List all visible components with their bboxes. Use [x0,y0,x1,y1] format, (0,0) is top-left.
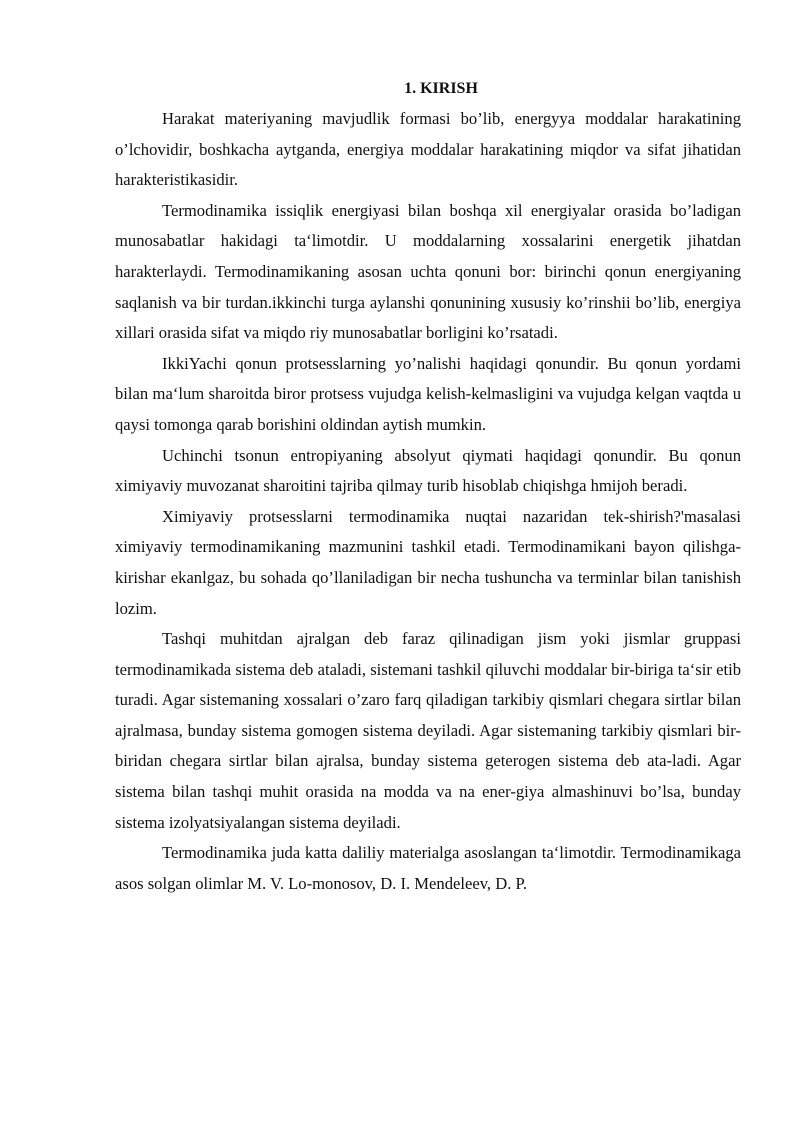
paragraph-1: Harakat materiyaning mavjudlik formasi bo’lib, energyya moddalar harakatining o’lchovidir, boshkacha aytganda, energiya moddalar harakatining miqdor va sifat jihatidan harakteristikasidir. [115,109,741,190]
paragraph-6: Tashqi muhitdan ajralgan deb faraz qilinadigan jism yoki jismlar gruppasi termodinamikada sistema deb ataladi, sistemani tashkil qiluvchi moddalar bir-biriga ta‘sir etib turadi. Agar sistemaning xossalari o’zaro farq qiladigan tarkibiy qismlari chegara sirtlar bilan ajralmasa, bunday sistema gomogen sistema deyiladi. Agar sistemaning tarkibiy qismlari bir-biridan chegara sirtlar bilan ajralsa, bunday sistema geterogen sistema deb ata-ladi. Agar sistema bilan tashqi muhit orasida na modda va na ener-giya almashinuvi bo’lsa, bunday sistema izolyatsiyalangan sistema deyiladi. [115,629,741,832]
section-title: 1. KIRISH [404,80,478,97]
paragraph-2: Termodinamika issiqlik energiyasi bilan boshqa xil energiyalar orasida bo’ladigan munosabatlar hakidagi ta‘limotdir. U moddalarning xossalarini energetik jihatdan harakterlaydi. Termodinamikaning asosan uchta qonuni bor: birinchi qonun energiyaning saqlanish va bir turdan.ikkinchi turga aylanshi qonunining xususiy ko’rinshii bo’lib, energiya xillari orasida sifat va miqdo riy munosabatlar borligini ko’rsatadi. [115,200,741,343]
paragraph-7: Termodinamika juda katta daliliy materialga asoslangan ta‘limotdir. Termodinamikaga asos solgan olimlar M. V. Lo-monosov, D. I. Mendeleev, D. P. [115,843,741,893]
document-page [115,74,741,899]
paragraph-4: Uchinchi tsonun entropiyaning absolyut qiymati haqidagi qonundir. Bu qonun ximiyaviy muvozanat sharoitini tajriba qilmay turib hisoblab chiqishga hmijoh beradi. [115,445,741,496]
paragraph-3: IkkiYachi qonun protsesslarning yo’nalishi haqidagi qonundir. Bu qonun yordami bilan ma‘lum sharoitda biror protsess vujudga kelish-kelmasligini va vujudga kelgan vaqtda u qaysi tomonga qarab borishini oldindan aytish mumkin. [115,353,741,434]
paragraph-5: Ximiyaviy protsesslarni termodinamika nuqtai nazaridan tek-shirish?'masalasi ximiyaviy termodinamikaning mazmunini tashkil etadi. Termodinamikani bayon qilishga-kirishar ekanlgaz, bu sohada qo’llaniladigan bir necha tushuncha va terminlar bilan tanishish lozim. [115,506,741,618]
